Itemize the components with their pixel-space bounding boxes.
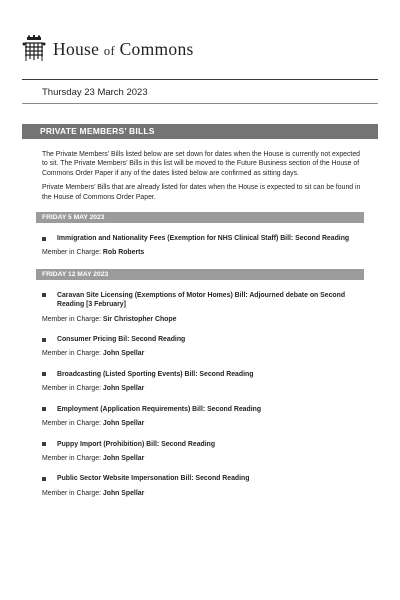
member-label: Member in Charge: <box>42 249 103 257</box>
member-name: Sir Christopher Chope <box>102 315 177 323</box>
member-name: John Spellar <box>102 350 145 358</box>
member-name: John Spellar <box>102 420 145 428</box>
wordmark-house: House <box>53 38 104 59</box>
day-block <box>42 269 365 498</box>
wordmark-commons: Commons <box>114 38 194 59</box>
bullet-icon <box>42 293 46 297</box>
member-label: Member in Charge: <box>42 420 103 428</box>
bill-title: Employment (Application Requirements) Bill: Second Reading <box>57 405 262 413</box>
member-name: John Spellar <box>102 489 145 497</box>
member-name: Rob Roberts <box>102 249 145 257</box>
bill-entry <box>42 370 365 394</box>
bill-title: Puppy Import (Prohibition) Bill: Second Reading <box>57 440 216 448</box>
member-label: Member in Charge: <box>42 350 103 358</box>
document-header <box>22 34 194 64</box>
bullet-icon <box>42 237 46 241</box>
member-in-charge <box>42 248 365 257</box>
member-in-charge <box>42 349 365 358</box>
member-name: John Spellar <box>102 454 145 462</box>
member-label: Member in Charge: <box>42 489 103 497</box>
wordmark-of: of <box>103 43 115 58</box>
bill-entry <box>42 405 365 429</box>
member-in-charge <box>42 454 365 463</box>
section-content <box>42 150 365 509</box>
member-in-charge <box>42 315 365 324</box>
house-of-commons-wordmark <box>53 39 194 60</box>
day-block <box>42 212 365 258</box>
member-in-charge <box>42 489 365 498</box>
document-date: Thursday 23 March 2023 <box>42 87 148 98</box>
bill-entry <box>42 440 365 464</box>
bill-entry <box>42 474 365 498</box>
member-in-charge <box>42 384 365 393</box>
bill-title: Consumer Pricing Bil: Second Reading <box>57 336 186 344</box>
portcullis-logo-icon <box>22 35 46 63</box>
member-label: Member in Charge: <box>42 315 103 323</box>
bill-entry <box>42 291 365 324</box>
day-heading: FRIDAY 5 MAY 2023 <box>36 212 364 223</box>
bullet-icon <box>42 477 46 481</box>
bill-entry <box>42 335 365 359</box>
bill-title: Broadcasting (Listed Sporting Events) Bill: Second Reading <box>57 370 254 378</box>
bullet-icon <box>42 338 46 342</box>
bullet-icon <box>42 442 46 446</box>
header-rule <box>22 79 378 80</box>
intro-text <box>42 150 365 202</box>
intro-paragraph: The Private Members’ Bills listed below are set down for dates when the House is currently not expected to sit. The Private Members’ Bills in this list will be moved to the Future Business section of the House of Commons Order Paper if any of the dates listed below are confirmed as sitting days. <box>42 151 361 177</box>
day-heading: FRIDAY 12 MAY 2023 <box>36 269 364 280</box>
member-label: Member in Charge: <box>42 385 103 393</box>
bullet-icon <box>42 372 46 376</box>
bullet-icon <box>42 407 46 411</box>
section-heading: PRIVATE MEMBERS’ BILLS <box>22 124 378 139</box>
date-rule <box>22 103 378 104</box>
bill-entry <box>42 234 365 258</box>
intro-paragraph: Private Members’ Bills that are already listed for dates when the House is expected to sit can be found in the House of Commons Order Paper. <box>42 184 361 201</box>
member-in-charge <box>42 419 365 428</box>
bill-title: Immigration and Nationality Fees (Exemption for NHS Clinical Staff) Bill: Second Reading <box>57 235 350 243</box>
bill-title: Public Sector Website Impersonation Bill: Second Reading <box>57 475 250 483</box>
member-label: Member in Charge: <box>42 454 103 462</box>
bill-title: Caravan Site Licensing (Exemptions of Motor Homes) Bill: Adjourned debate on Second Reading [3 February] <box>57 291 346 309</box>
member-name: John Spellar <box>102 385 145 393</box>
